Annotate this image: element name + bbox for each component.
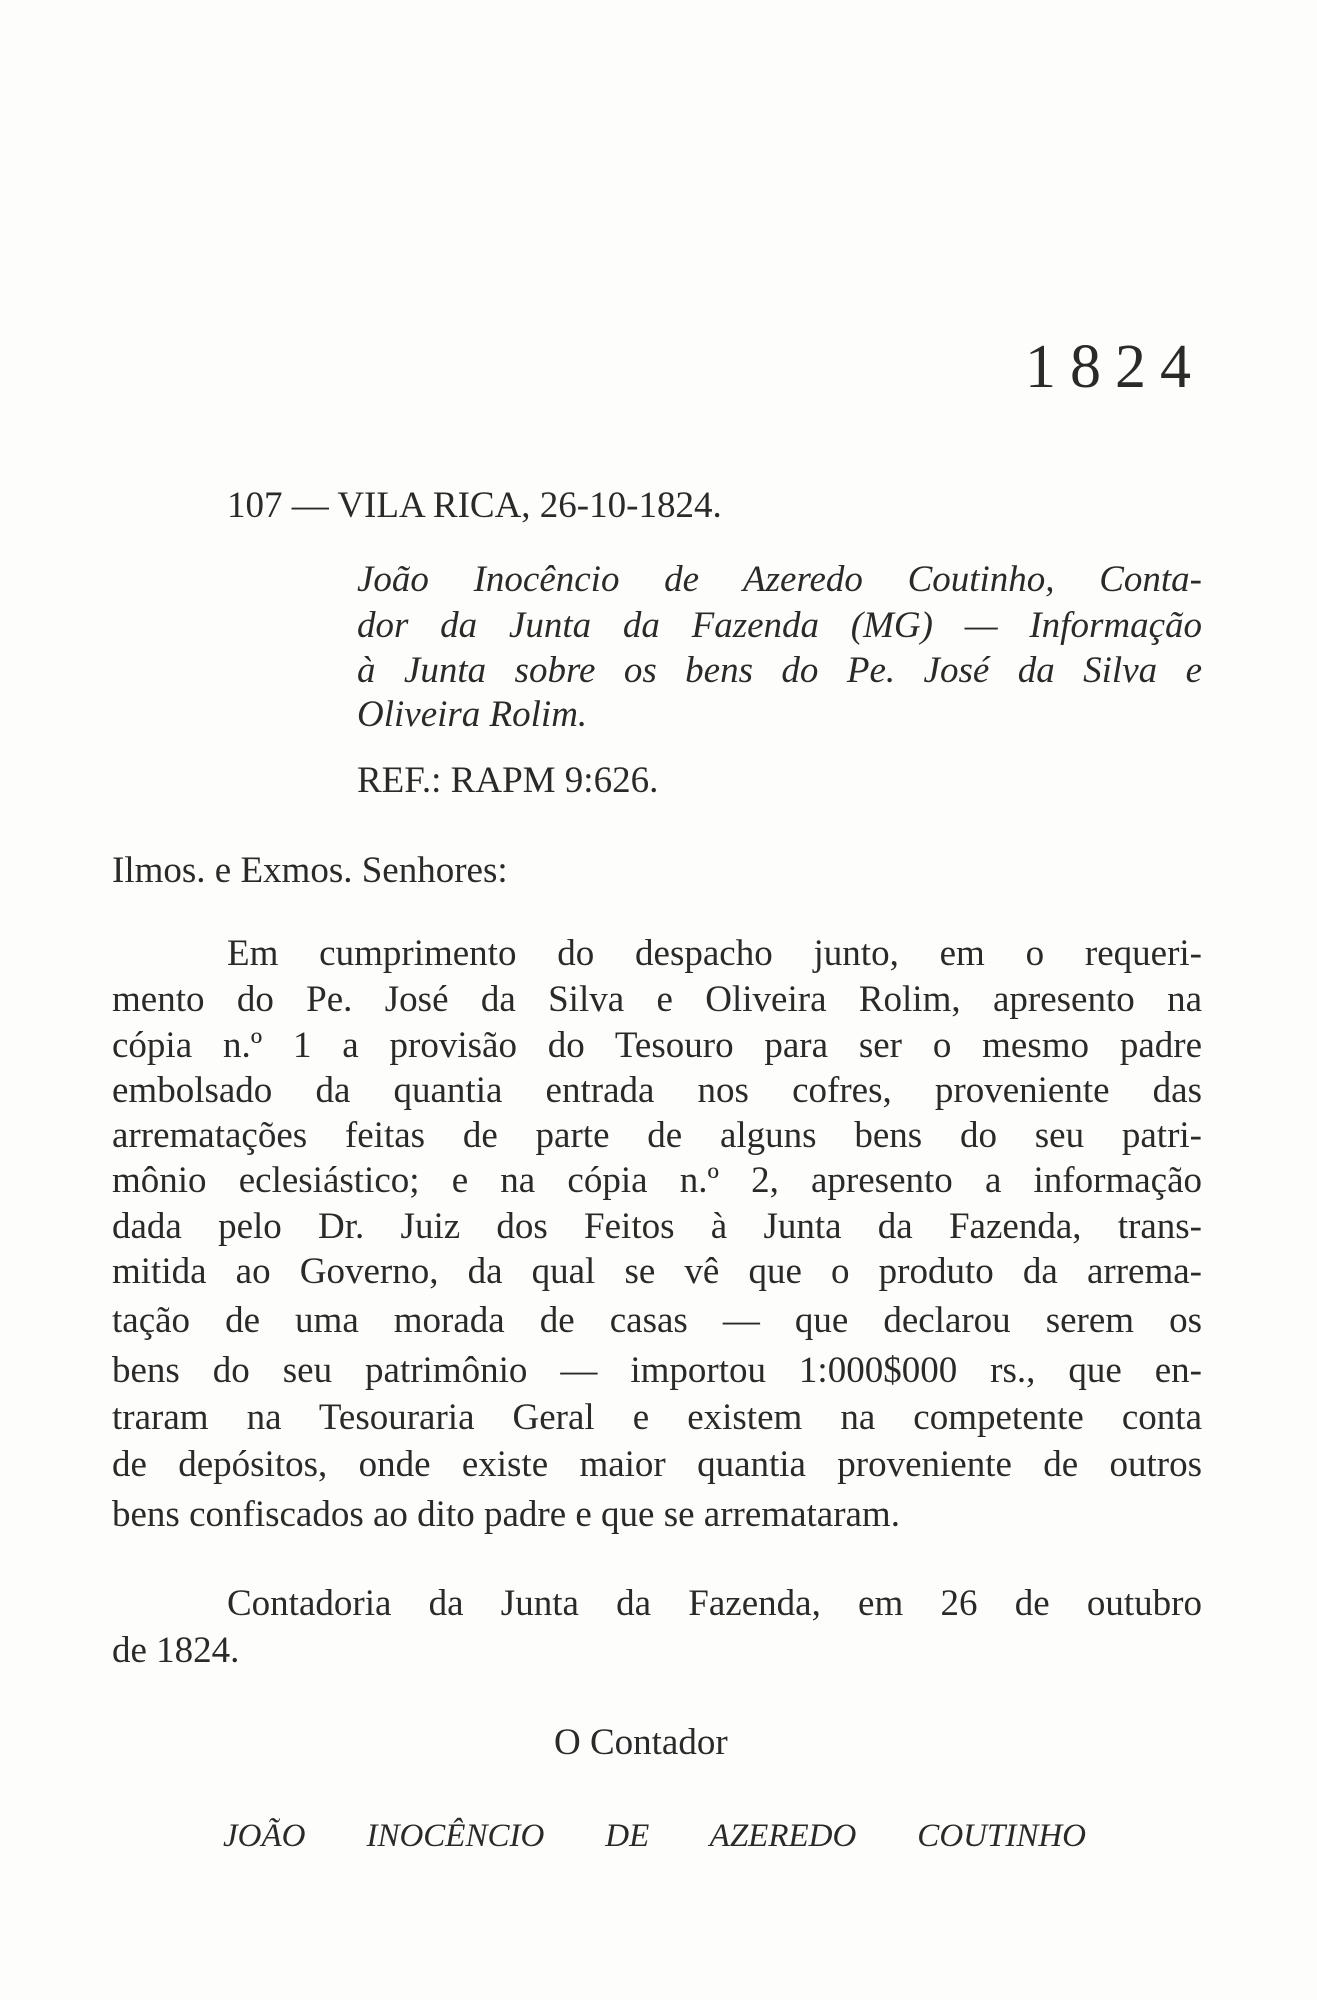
body-line: bens confiscados ao dito padre e que se arremataram. xyxy=(112,1494,900,1535)
summary-line: Oliveira Rolim. xyxy=(357,694,588,735)
summary-line: dor da Junta da Fazenda (MG) — Informação xyxy=(357,605,1202,646)
body-line: de depósitos, onde existe maior quantia proveniente de outros xyxy=(112,1444,1202,1485)
body-line: cópia n.º 1 a provisão do Tesouro para ser o mesmo padre xyxy=(112,1025,1202,1066)
signer-title: O Contador xyxy=(554,1722,728,1763)
closing-line: Contadoria da Junta da Fazenda, em 26 de outubro xyxy=(227,1583,1202,1624)
body-line: bens do seu patrimônio — importou 1:000$000 rs., que en- xyxy=(112,1350,1202,1391)
signature: JOÃO INOCÊNCIO DE AZEREDO COUTINHO xyxy=(223,1818,1086,1854)
salutation: Ilmos. e Exmos. Senhores: xyxy=(112,850,508,891)
reference: REF.: RAPM 9:626. xyxy=(357,760,659,801)
body-line: arrematações feitas de parte de alguns bens do seu patri- xyxy=(112,1115,1202,1156)
closing-line: de 1824. xyxy=(112,1630,240,1671)
summary-line: à Junta sobre os bens do Pe. José da Silva e xyxy=(357,650,1202,691)
body-line: Em cumprimento do despacho junto, em o requeri- xyxy=(227,933,1202,974)
body-line: mitida ao Governo, da qual se vê que o produto da arrema- xyxy=(112,1251,1202,1292)
body-line: traram na Tesouraria Geral e existem na competente conta xyxy=(112,1397,1202,1438)
body-line: mento do Pe. José da Silva e Oliveira Rolim, apresento na xyxy=(112,979,1202,1020)
body-line: tação de uma morada de casas — que declarou serem os xyxy=(112,1300,1202,1341)
body-line: embolsado da quantia entrada nos cofres, proveniente das xyxy=(112,1070,1202,1111)
entry-heading: 107 — VILA RICA, 26-10-1824. xyxy=(227,485,722,526)
year-heading: 1824 xyxy=(1025,333,1205,401)
summary-line: João Inocêncio de Azeredo Coutinho, Conta- xyxy=(357,559,1202,600)
body-line: mônio eclesiástico; e na cópia n.º 2, apresento a informação xyxy=(112,1160,1202,1201)
body-line: dada pelo Dr. Juiz dos Feitos à Junta da Fazenda, trans- xyxy=(112,1206,1202,1247)
